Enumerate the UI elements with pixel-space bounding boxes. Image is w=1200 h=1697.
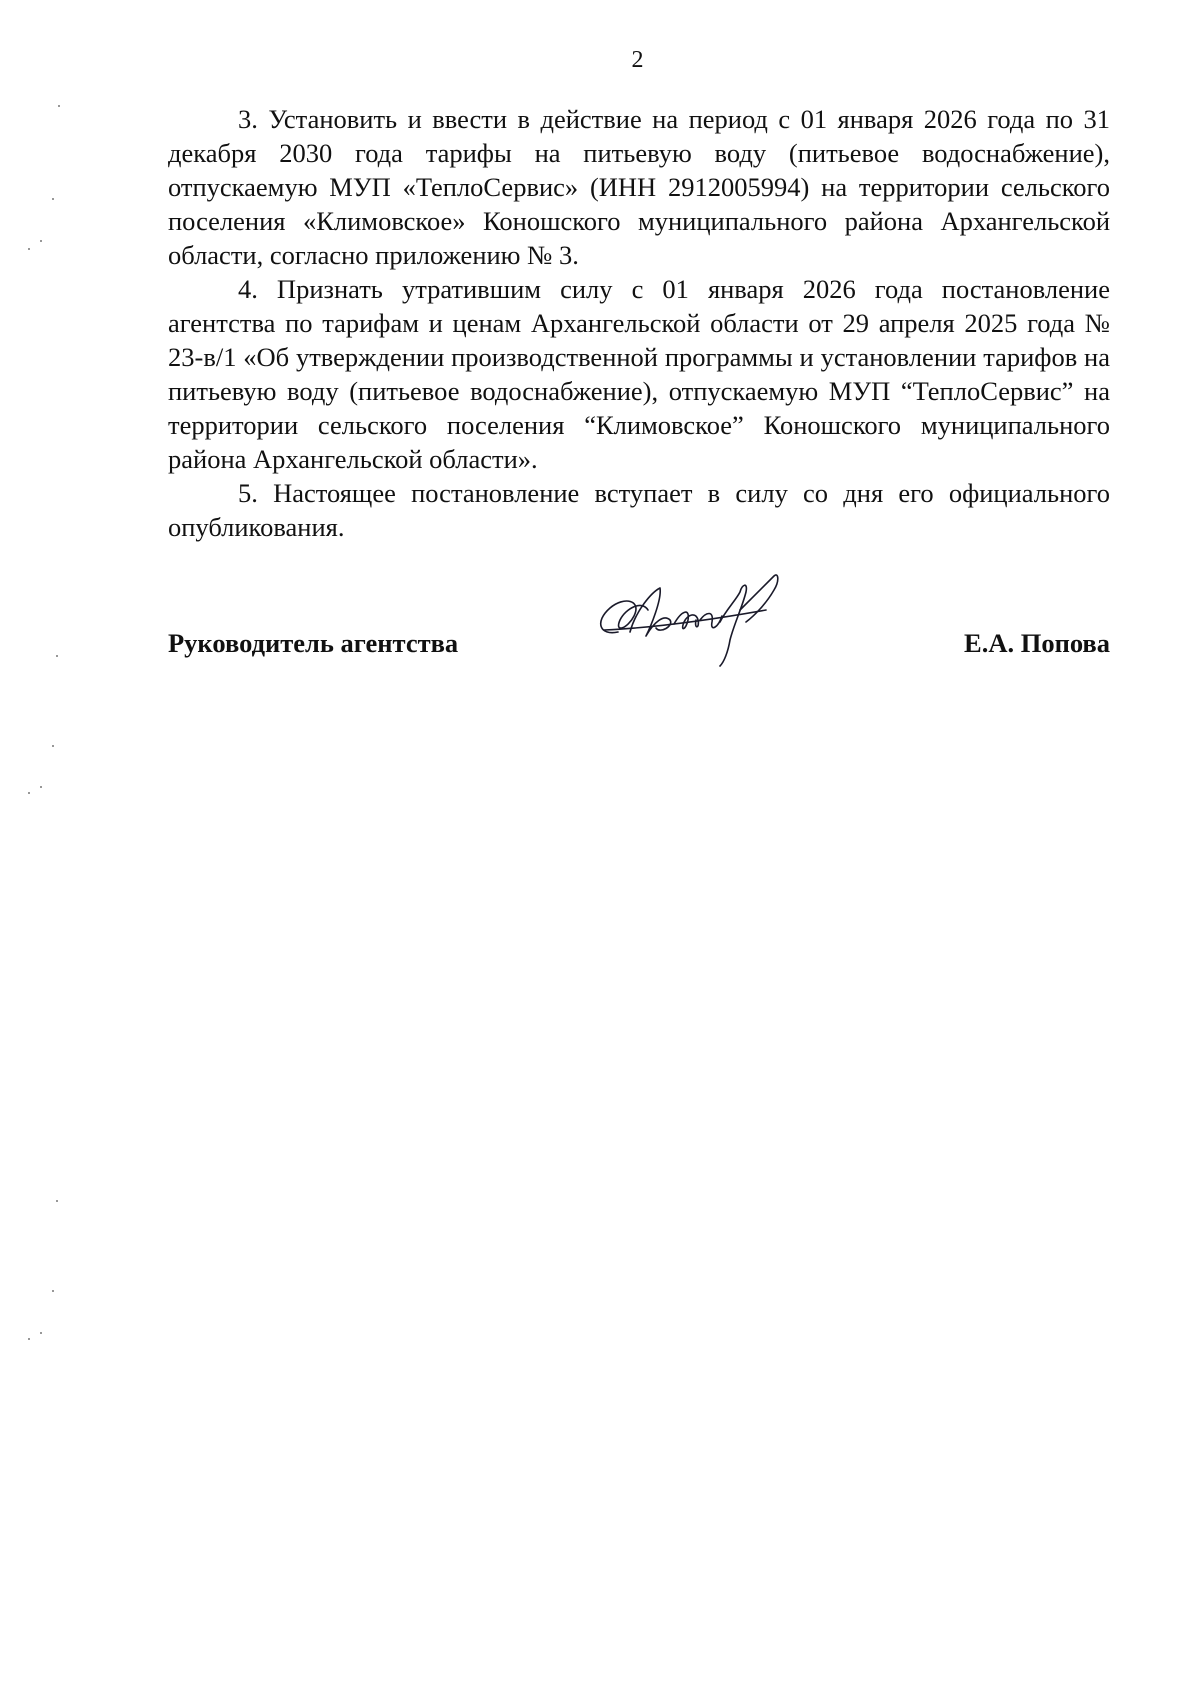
scan-speck	[28, 1338, 30, 1340]
scan-speck	[52, 198, 54, 200]
scan-speck	[40, 1332, 42, 1334]
signer-name: Е.А. Попова	[964, 628, 1110, 658]
scan-speck	[40, 786, 42, 788]
signature-block	[168, 628, 1110, 668]
paragraph-3: 3. Установить и ввести в действие на период с 01 января 2026 года по 31 декабря 2030 года тарифы на питьевую воду (питьевое водоснабжение), отпускаемую МУП «ТеплоСервис» (ИНН 2912005994) на территории сельского поселения «Климовское» Коношского муниципального района Архангельской области, согласно приложению № 3.	[168, 104, 1110, 270]
paragraph-4: 4. Признать утратившим силу с 01 января 2026 года постановление агентства по тарифам и ценам Архангельской области от 29 апреля 2025 года № 23-в/1 «Об утверждении производственной программы и установлении тарифов на питьевую воду (питьевое водоснабжение), отпускаемую МУП “ТеплоСервис” на территории сельского поселения “Климовское” Коношского муниципального района Архангельской области».	[168, 274, 1110, 474]
signer-title: Руководитель агентства	[168, 628, 459, 658]
scan-speck	[28, 248, 30, 250]
scan-speck	[52, 1290, 54, 1292]
scan-speck	[58, 105, 60, 107]
scan-speck	[52, 745, 54, 747]
document-body	[168, 102, 1110, 544]
page-number: 2	[631, 47, 644, 73]
scan-speck	[40, 240, 42, 242]
paragraph-5: 5. Настоящее постановление вступает в силу со дня его официального опубликования.	[168, 478, 1110, 542]
scan-speck	[56, 655, 58, 657]
scan-speck	[28, 792, 30, 794]
scan-speck	[56, 1200, 58, 1202]
